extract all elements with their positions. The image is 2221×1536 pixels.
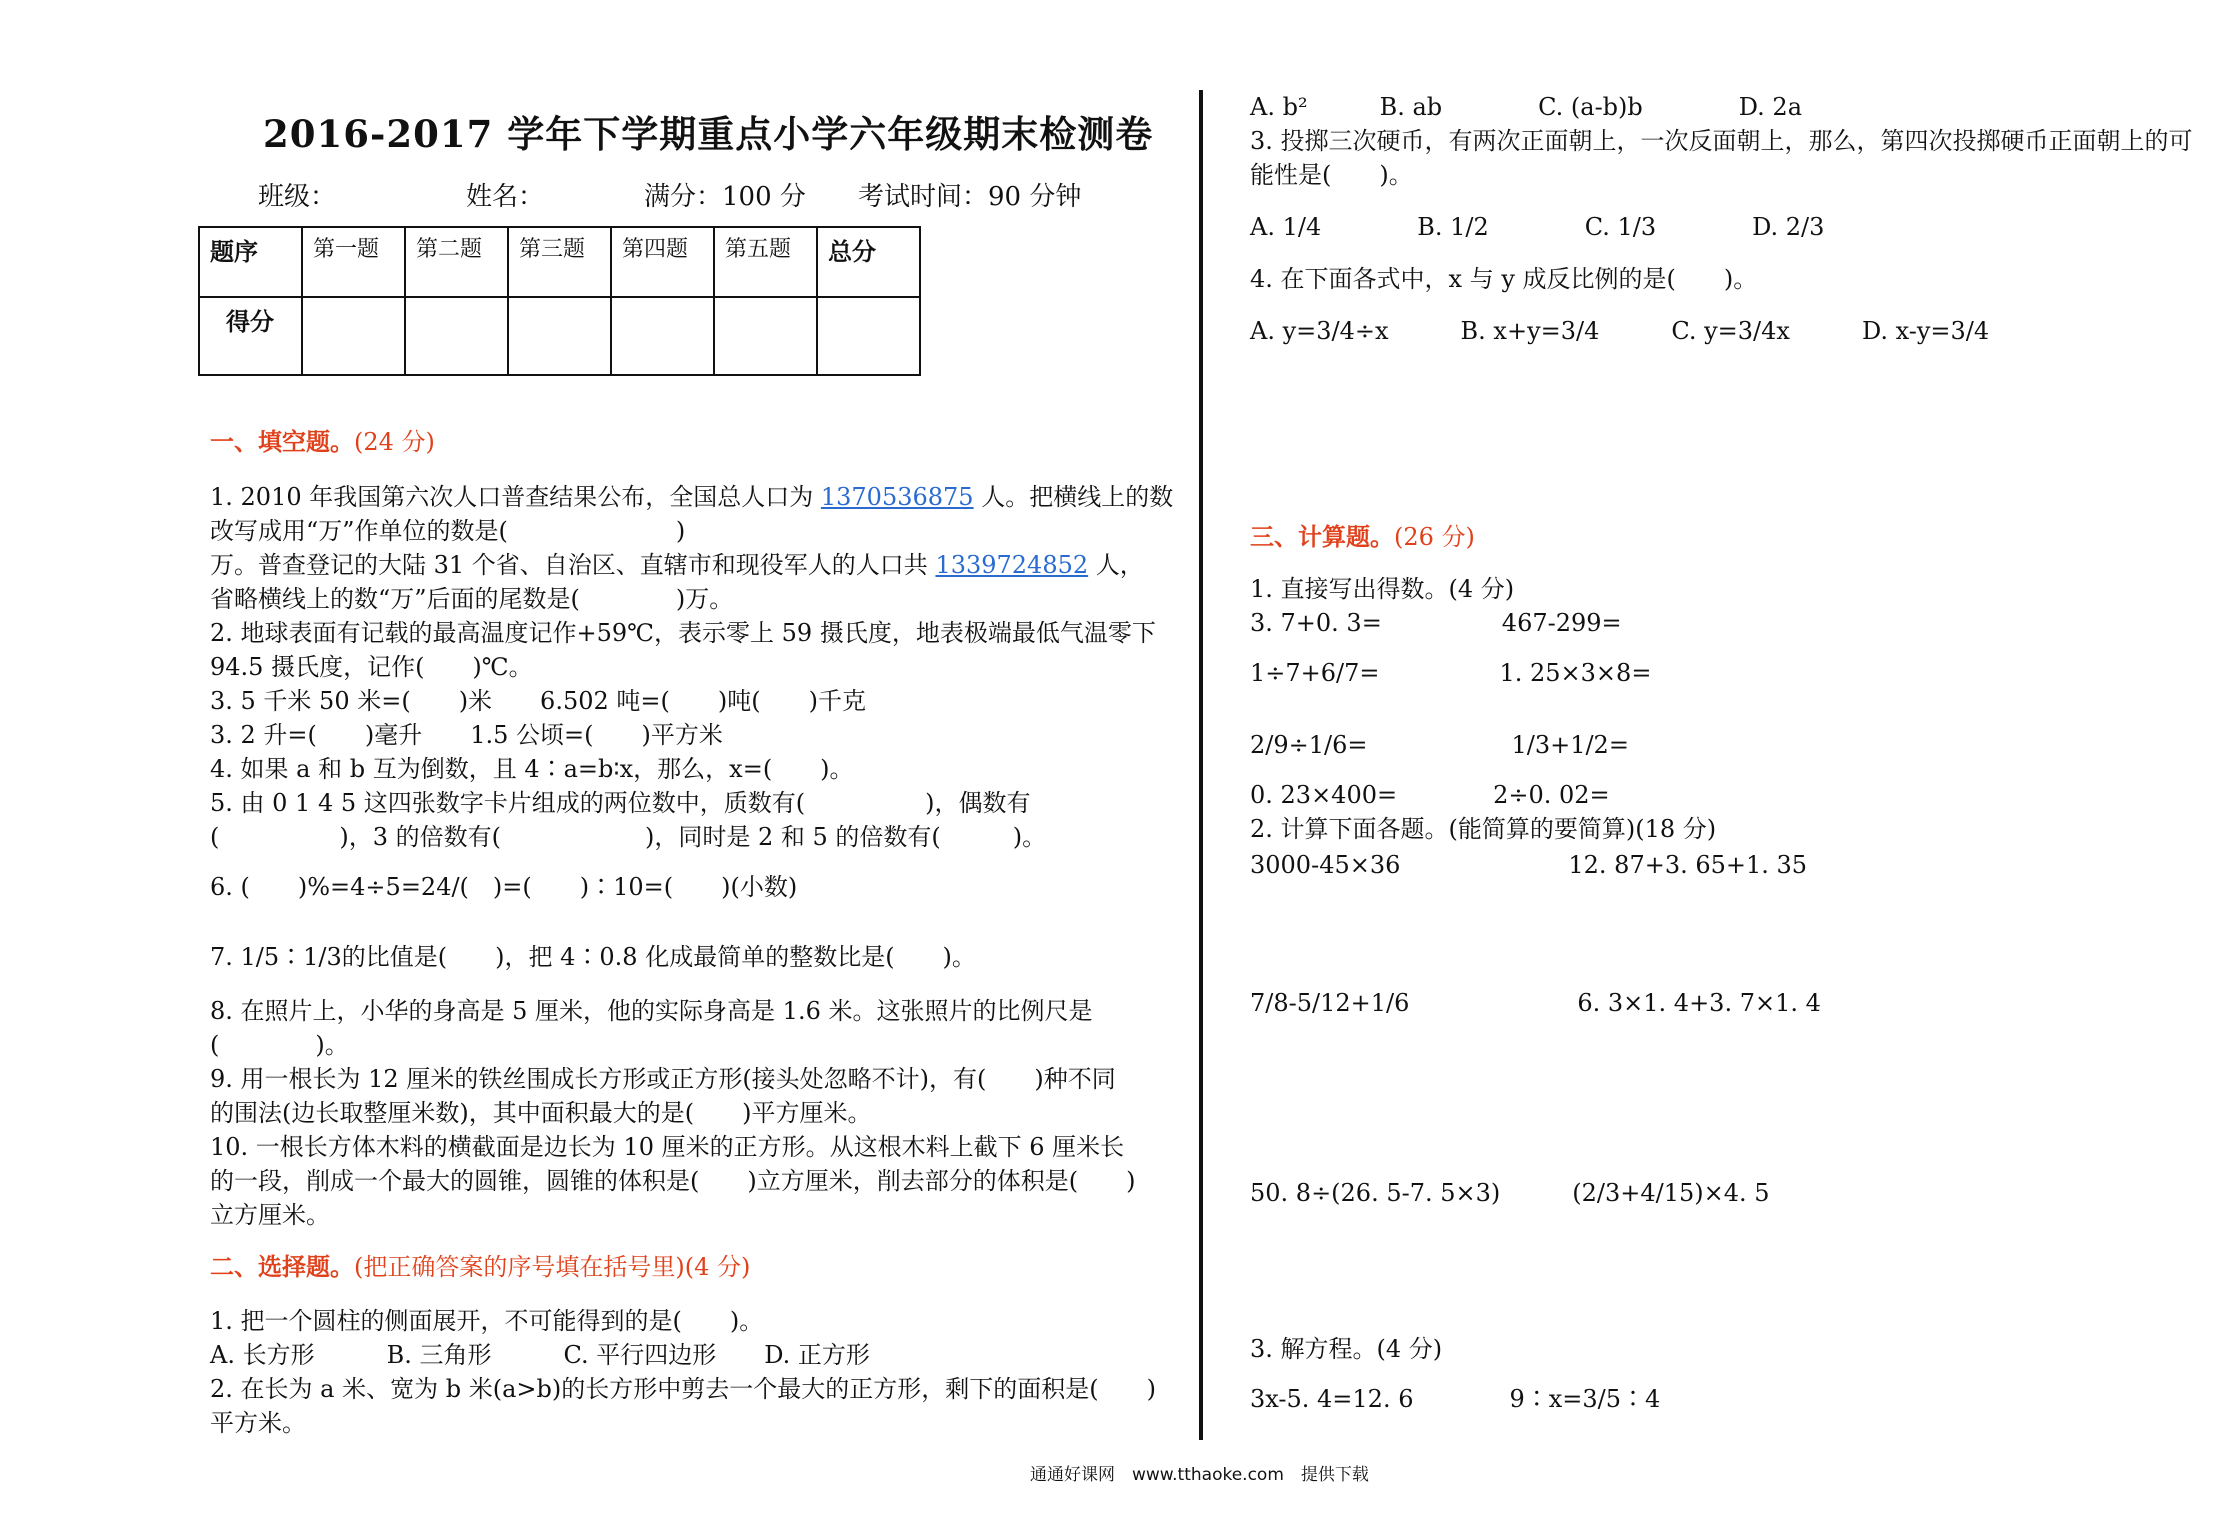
s1-line-17: 10. 一根长方体木料的横截面是边长为 10 厘米的正方形。从这根木料上截下 6 厘米长 — [210, 1133, 1125, 1161]
s2-line-2: 2. 在长为 a 米、宽为 b 米(a>b)的长方形中剪去一个最大的正方形，剩下的面积是( ) — [210, 1375, 1156, 1403]
s2-right-line-5: A. y=3/4÷x B. x+y=3/4 C. y=3/4x D. x-y=3/4 — [1250, 317, 1990, 345]
score-cell[interactable] — [508, 297, 611, 375]
s1-line-5: 94.5 摄氏度，记作( )℃。 — [210, 653, 533, 681]
section2-heading — [210, 1250, 750, 1284]
score-header: 第三题 — [508, 227, 611, 297]
s1-line-15: 9. 用一根长为 12 厘米的铁丝围成长方形或正方形(接头处忽略不计)，有( )种不同 — [210, 1065, 1116, 1093]
s3-line-2: 1÷7+6/7= 1. 25×3×8= — [1250, 659, 1652, 687]
section2-title: 二、选择题。 — [210, 1252, 354, 1281]
s1-line-7: 3. 2 升=( )毫升 1.5 公顷=( )平方米 — [210, 721, 723, 749]
s1-line-8: 4. 如果 a 和 b 互为倒数，且 4∶a=b∶x，那么，x=( )。 — [210, 755, 854, 783]
s1-line-9: 5. 由 0 1 4 5 这四张数字卡片组成的两位数中，质数有( )，偶数有 — [210, 789, 1031, 817]
s3-line-1: 3. 7+0. 3= 467-299= — [1250, 609, 1622, 637]
s3-line-6: 3000-45×36 12. 87+3. 65+1. 35 — [1250, 851, 1808, 879]
section1-heading — [210, 425, 435, 459]
score-table — [198, 226, 921, 376]
s3-line-7: 7/8-5/12+1/6 6. 3×1. 4+3. 7×1. 4 — [1250, 989, 1821, 1017]
s1-line-4: 2. 地球表面有记载的最高温度记作+59℃，表示零上 59 摄氏度，地表极端最低气温零下 — [210, 619, 1156, 647]
s2-right-line-4: 4. 在下面各式中，x 与 y 成反比例的是( )。 — [1250, 265, 1758, 293]
population-number: 1370536875 — [820, 483, 974, 511]
score-header: 题序 — [199, 227, 302, 297]
page-title: 2016-2017 学年下学期重点小学六年级期末检测卷 — [263, 112, 1154, 156]
s3-line-4: 0. 23×400= 2÷0. 02= — [1250, 781, 1610, 809]
score-cell[interactable] — [302, 297, 405, 375]
s3-line-5: 2. 计算下面各题。(能简算的要简算)(18 分) — [1250, 815, 1717, 843]
section1-points: (24 分) — [354, 428, 435, 456]
s1-line-14: ( )。 — [210, 1031, 349, 1059]
s1-text: 万。普查登记的大陆 31 个省、自治区、直辖市和现役军人的人口共 — [210, 551, 936, 579]
score-row-label: 得分 — [199, 297, 302, 375]
score-cell[interactable] — [817, 297, 920, 375]
section1-title: 一、填空题。 — [210, 427, 354, 456]
s1-line-12: 7. 1/5∶1/3的比值是( )，把 4∶0.8 化成最简单的整数比是( )。 — [210, 943, 976, 971]
s2-line-3: 平方米。 — [210, 1409, 306, 1437]
s3-line-9: 3. 解方程。(4 分) — [1250, 1335, 1443, 1363]
s2-right-line-1: 3. 投掷三次硬币，有两次正面朝上，一次反面朝上，那么，第四次投掷硬币正面朝上的可 — [1250, 127, 2193, 155]
s1-line-13: 8. 在照片上，小华的身高是 5 厘米，他的实际身高是 1.6 米。这张照片的比例尺是 — [210, 997, 1093, 1025]
s2-line-1: A. 长方形 B. 三角形 C. 平行四边形 D. 正方形 — [210, 1341, 870, 1369]
score-header: 第四题 — [611, 227, 714, 297]
column-divider — [1199, 90, 1203, 1440]
section3-title: 三、计算题。 — [1250, 522, 1394, 551]
info-time: 考试时间：90 分钟 — [858, 182, 1082, 212]
score-cell[interactable] — [714, 297, 817, 375]
s1-line-3: 省略横线上的数“万”后面的尾数是( )万。 — [210, 585, 734, 613]
population-number: 1339724852 — [935, 551, 1089, 579]
s3-line-10: 3x-5. 4=12. 6 9∶x=3/5∶4 — [1250, 1385, 1661, 1413]
s1-text: 人。把横线上的数 — [973, 483, 1174, 511]
s2-right-line-0: A. b² B. ab C. (a-b)b D. 2a — [1250, 93, 1802, 121]
score-cell[interactable] — [611, 297, 714, 375]
s1-line-10: ( )，3 的倍数有( )，同时是 2 和 5 的倍数有( )。 — [210, 823, 1047, 851]
score-cell[interactable] — [405, 297, 508, 375]
s3-line-0: 1. 直接写出得数。(4 分) — [1250, 575, 1515, 603]
s2-right-line-2: 能性是( )。 — [1250, 161, 1413, 189]
section2-points: (把正确答案的序号填在括号里)(4 分) — [354, 1253, 751, 1281]
score-header: 第二题 — [405, 227, 508, 297]
score-header: 第一题 — [302, 227, 405, 297]
s1-line-6: 3. 5 千米 50 米=( )米 6.502 吨=( )吨( )千克 — [210, 687, 866, 715]
s1-line-2 — [210, 548, 1144, 582]
s1-text: 人， — [1088, 551, 1144, 579]
score-header: 第五题 — [714, 227, 817, 297]
s2-right-line-3: A. 1/4 B. 1/2 C. 1/3 D. 2/3 — [1250, 213, 1825, 241]
info-class: 班级： — [258, 182, 337, 212]
footer-credit: 通通好课网 www.tthaoke.com 提供下载 — [1030, 1465, 1369, 1485]
s1-line-1: 改写成用“万”作单位的数是( ) — [210, 517, 686, 545]
s1-line-16: 的围法(边长取整厘米数)，其中面积最大的是( )平方厘米。 — [210, 1099, 872, 1127]
s1-line-19: 立方厘米。 — [210, 1201, 330, 1229]
info-name: 姓名： — [466, 182, 545, 212]
s1-line-18: 的一段，削成一个最大的圆锥，圆锥的体积是( )立方厘米，削去部分的体积是( ) — [210, 1167, 1136, 1195]
info-score: 满分：100 分 — [644, 182, 806, 212]
section3-points: (26 分) — [1394, 523, 1475, 551]
s1-line-11: 6. ( )%=4÷5=24/( )=( )∶10=( )(小数) — [210, 873, 798, 901]
section3-heading — [1250, 520, 1475, 554]
s3-line-8: 50. 8÷(26. 5-7. 5×3) (2/3+4/15)×4. 5 — [1250, 1179, 1770, 1207]
s3-line-3: 2/9÷1/6= 1/3+1/2= — [1250, 731, 1629, 759]
score-header: 总分 — [817, 227, 920, 297]
s1-line-0 — [210, 480, 1173, 514]
s1-text: 1. 2010 年我国第六次人口普查结果公布，全国总人口为 — [210, 483, 821, 511]
s2-line-0: 1. 把一个圆柱的侧面展开，不可能得到的是( )。 — [210, 1307, 764, 1335]
